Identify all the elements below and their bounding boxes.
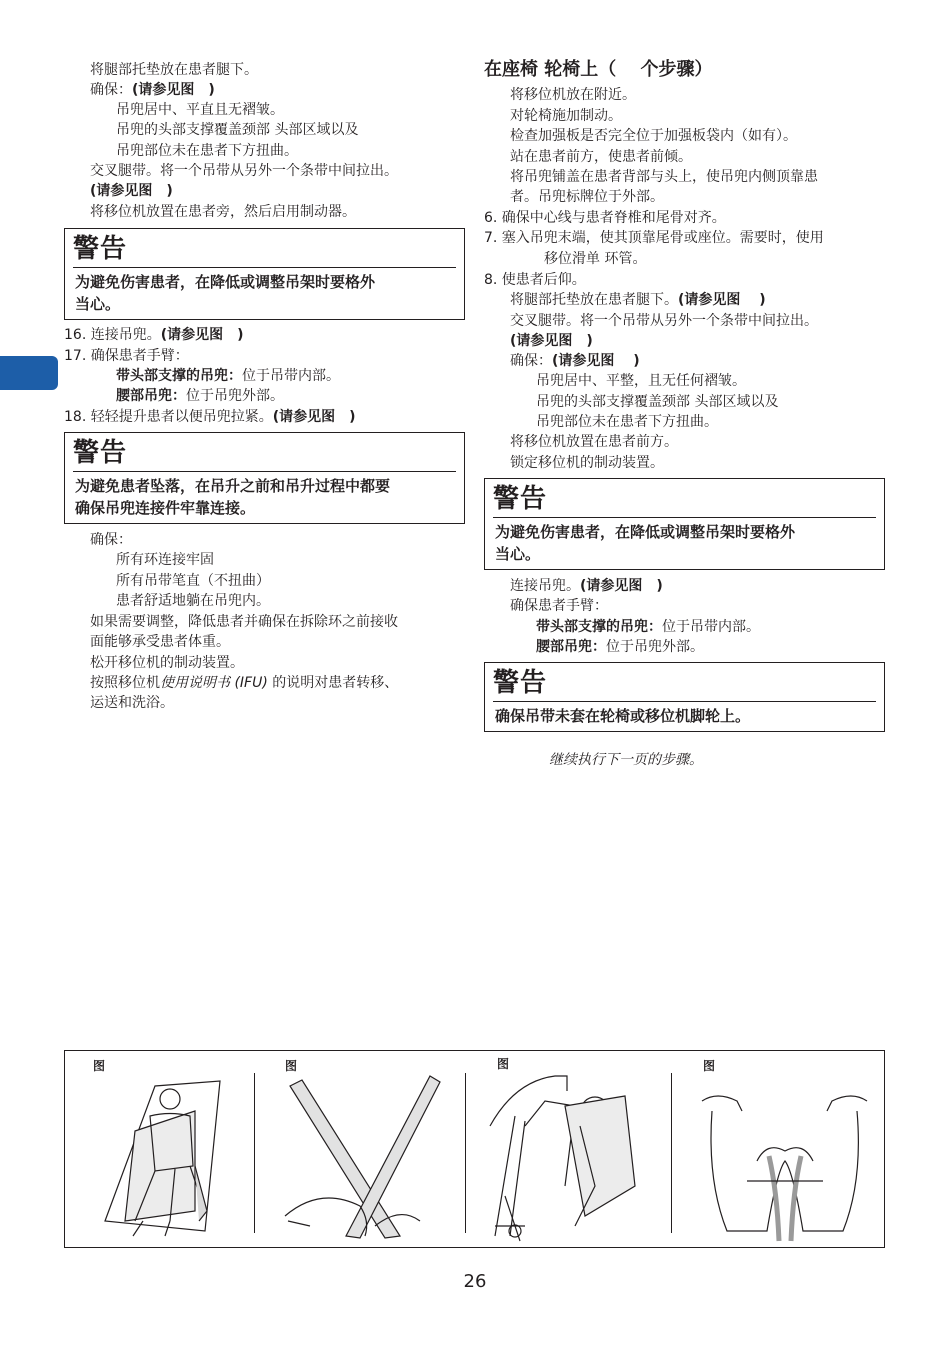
text-ensure-r: 确保：(请参见图 ): [510, 353, 640, 369]
step-6: 6. 确保中心线与患者脊椎和尾骨对齐。: [484, 210, 726, 226]
continue-note: 继续执行下一页的步骤。: [549, 752, 703, 768]
warning-title: 警告: [73, 438, 128, 468]
warning-text: 为避免伤害患者，在降低或调整吊架时要格外: [495, 523, 796, 541]
text-lock-brake: 锁定移位机的制动装置。: [510, 455, 664, 471]
text-stand-front: 站在患者前方，使患者前倾。: [510, 149, 692, 165]
text-sub-1: 吊兜居中、平整，且无任何褶皱。: [536, 373, 746, 389]
text-lift-near: 将移位机放在附近。: [510, 87, 636, 103]
figure-divider: [254, 1073, 255, 1233]
text-ifu-2: 运送和洗浴。: [90, 695, 174, 711]
warning-box: [64, 432, 465, 524]
patient-lying-illustration: [95, 1071, 245, 1246]
text-drape-sling: 将吊兜铺盖在患者背部与头上，使吊兜内侧顶靠患: [510, 169, 818, 185]
text-place-front: 将移位机放置在患者前方。: [510, 434, 678, 450]
warning-divider: [73, 267, 456, 268]
text-leg-pad-r: 将腿部托垫放在患者腿下。(请参见图 ): [510, 292, 766, 308]
warning-box: [484, 662, 885, 732]
text-rings: 所有环连接牢固: [116, 552, 214, 568]
warning-title: 警告: [493, 484, 548, 514]
figure-divider: [465, 1073, 466, 1233]
see-figure-ref: (请参见图 ): [510, 333, 593, 349]
text-arms-r: 确保患者手臂：: [510, 598, 608, 614]
warning-box: [484, 478, 885, 570]
warning-box: [64, 228, 465, 320]
chapter-tab: [0, 356, 58, 390]
text-drape-sling-2: 者。吊兜标牌位于外部。: [510, 189, 664, 205]
step-7-cont: 移位滑单 环管。: [544, 251, 647, 267]
ensure-label: 确保：: [90, 82, 132, 98]
text-adjust-2: 面能够承受患者体重。: [90, 634, 230, 650]
figure-label: 图: [93, 1059, 106, 1073]
figure-divider: [671, 1073, 672, 1233]
warning-title: 警告: [73, 234, 128, 264]
text-ensure-2: 确保：: [90, 532, 132, 548]
wheelchair-lift-illustration: [485, 1066, 655, 1246]
text-straps: 所有吊带笔直（不扭曲）: [116, 573, 270, 589]
see-figure-ref: (请参见图 ): [132, 82, 215, 98]
warning-divider: [493, 701, 876, 702]
text-check-centered: 吊兜居中、平直且无褶皱。: [116, 102, 284, 118]
figure-label: 图: [285, 1059, 298, 1073]
text-comfort: 患者舒适地躺在吊兜内。: [116, 593, 270, 609]
step-16: 16. 连接吊兜。(请参见图 ): [64, 327, 244, 343]
text-cross-legs: 交叉腿带。将一个吊带从另外一个条带中间拉出。: [90, 163, 398, 179]
text-sub-3: 吊兜部位未在患者下方扭曲。: [536, 414, 718, 430]
section-heading: 在座椅 轮椅上（ 个步骤）: [484, 59, 713, 80]
step-18: 18. 轻轻提升患者以便吊兜拉紧。(请参见图 ): [64, 409, 356, 425]
figure-strip: [64, 1050, 885, 1248]
text-check-head: 吊兜的头部支撑覆盖颈部 头部区域以及: [116, 122, 359, 138]
step-17-head-sling: 带头部支撑的吊兜：位于吊带内部。: [116, 368, 340, 384]
step-8: 8. 使患者后仰。: [484, 272, 586, 288]
warning-title: 警告: [493, 668, 548, 698]
crossed-straps-illustration: [280, 1066, 450, 1246]
text-arms-waist: 腰部吊兜：位于吊兜外部。: [536, 639, 704, 655]
text-release-brake: 松开移位机的制动装置。: [90, 655, 244, 671]
warning-text: 当心。: [495, 545, 541, 563]
warning-divider: [73, 471, 456, 472]
text-arms-head: 带头部支撑的吊兜：位于吊带内部。: [536, 619, 760, 635]
leg-strap-illustration: [697, 1071, 872, 1246]
step-7: 7. 塞入吊兜末端，使其顶靠尾骨或座位。需要时，使用: [484, 230, 824, 246]
see-figure-ref: (请参见图 ): [90, 183, 173, 199]
step-17: 17. 确保患者手臂：: [64, 348, 189, 364]
warning-text: 确保吊兜连接件牢靠连接。: [75, 499, 256, 517]
page-number: 26: [463, 1271, 487, 1292]
warning-text: 为避免伤害患者，在降低或调整吊架时要格外: [75, 273, 376, 291]
text-leg-pad: 将腿部托垫放在患者腿下。: [90, 62, 258, 78]
text-ifu: 按照移位机使用说明书 (IFU) 的说明对患者转移、: [90, 675, 399, 691]
text-connect-r: 连接吊兜。(请参见图 ): [510, 578, 663, 594]
text-wheelchair-brake: 对轮椅施加制动。: [510, 108, 622, 124]
text-sub-2: 吊兜的头部支撑覆盖颈部 头部区域以及: [536, 394, 779, 410]
step-17-waist-sling: 腰部吊兜：位于吊兜外部。: [116, 388, 284, 404]
text-place-lift: 将移位机放置在患者旁，然后启用制动器。: [90, 204, 356, 220]
figure-label: 图: [497, 1057, 510, 1071]
text-ensure-1: [90, 80, 215, 100]
text-check-twist: 吊兜部位未在患者下方扭曲。: [116, 143, 298, 159]
figure-label: 图: [703, 1059, 716, 1073]
warning-text: 为避免患者坠落，在吊升之前和吊升过程中都要: [75, 477, 391, 495]
text-check-board: 检查加强板是否完全位于加强板袋内（如有）。: [510, 128, 797, 144]
text-cross-legs-r: 交叉腿带。将一个吊带从另外一个条带中间拉出。: [510, 313, 818, 329]
warning-text: 当心。: [75, 295, 121, 313]
text-adjust: 如果需要调整，降低患者并确保在拆除环之前接收: [90, 614, 398, 630]
warning-text: 确保吊带未套在轮椅或移位机脚轮上。: [495, 707, 751, 725]
warning-divider: [493, 517, 876, 518]
